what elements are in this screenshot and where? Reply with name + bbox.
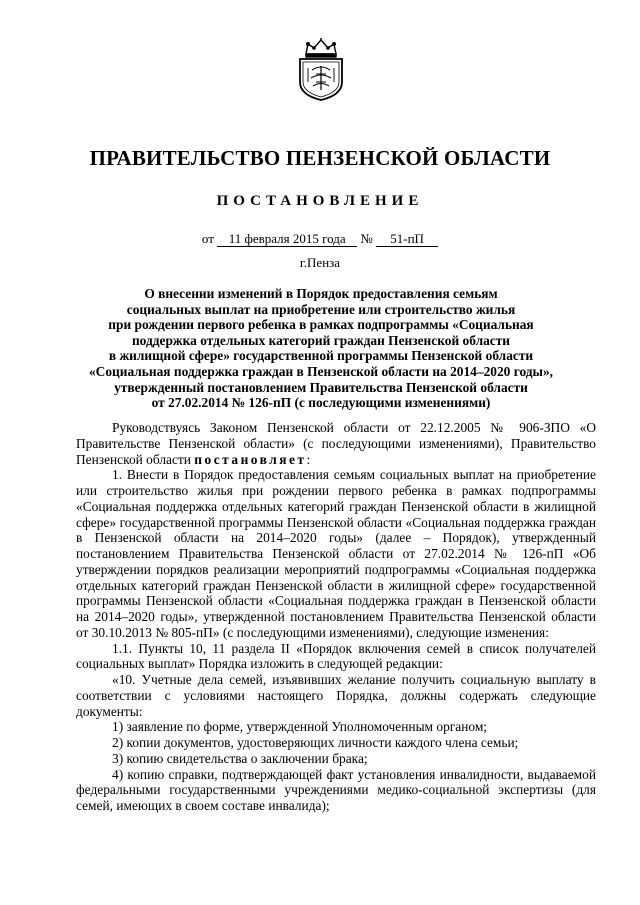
preamble-end: :	[306, 451, 311, 467]
preamble-text: Руководствуясь Законом Пензенской области от 22.12.2005 № 906-ЗПО «О Правительстве Пензенской области» (с последующими изменениями), Правительство Пензенской области	[76, 420, 596, 467]
date-number-line	[0, 231, 640, 247]
heading-line: О внесении изменений в Порядок предоставления семьям	[144, 286, 498, 301]
list-item: 3) копию свидетельства о заключении брака;	[112, 750, 368, 766]
document-body	[76, 420, 596, 814]
heading-line: от 27.02.2014 № 126-пП (с последующими изменениями)	[151, 395, 491, 411]
heading-line: поддержка отдельных категорий граждан Пензенской области	[131, 332, 511, 348]
preamble-paragraph	[76, 420, 596, 467]
document-type: ПОСТАНОВЛЕНИЕ	[216, 193, 424, 209]
paragraph-item-1: 1. Внести в Порядок предоставления семьям социальных выплат на приобретение или строительство жилья при рождении первого ребенка в рамках подпрограммы «Социальная поддержка отдельных категорий граждан Пензенской области в жилищной сфере» государственной программы Пензенской области «Социальная поддержка граждан в Пензенской области на 2014–2020 годы» (далее – Порядок), утвержденный постановлением Правительства Пензенской области от 27.02.2014 № 126-пП «Об утверждении порядков реализации мероприятий подпрограммы «Социальная поддержка отдельных категорий граждан Пензенской области в жилищной сфере» государственной программы Пензенской области «Социальная поддержка граждан в Пензенской области на 2014–2020 годы», утвержденной постановлением Правительства Пензенской области от 30.10.2013 № 805-пП» (с последующими изменениями), следующие изменения:	[76, 467, 596, 640]
heading-line: в жилищной сфере» государственной программы Пензенской области	[108, 348, 534, 364]
document-date: 11 февраля 2015 года	[217, 232, 357, 247]
resolves-word: постановляет	[194, 451, 307, 467]
document-number: 51-пП	[376, 232, 438, 247]
heading-line: утвержденный постановлением Правительства Пензенской области	[114, 379, 528, 395]
list-item: 1) заявление по форме, утвержденной Уполномоченным органом;	[112, 719, 488, 735]
paragraph-item-1-1: 1.1. Пункты 10, 11 раздела II «Порядок включения семей в список получателей социальных выплат» Порядка изложить в следующей редакции:	[76, 640, 596, 672]
document-heading	[70, 286, 572, 411]
city: г.Пенза	[299, 255, 341, 270]
penza-coat-of-arms-icon	[294, 38, 348, 102]
government-title: ПРАВИТЕЛЬСТВО ПЕНЗЕНСКОЙ ОБЛАСТИ	[89, 146, 551, 170]
heading-line: при рождении первого ребенка в рамках подпрограммы «Социальная	[108, 317, 534, 333]
list-item: 2) копии документов, удостоверяющих личности каждого члена семьи;	[112, 735, 519, 750]
heading-line: социальных выплат на приобретение или строительство жилья	[126, 301, 516, 317]
heading-line: «Социальная поддержка граждан в Пензенской области на 2014–2020 годы»,	[88, 363, 554, 379]
paragraph-item-10: «10. Учетные дела семей, изъявивших желание получить социальную выплату в соответствии с условиями настоящего Порядка, должны содержать следующие документы:	[76, 672, 596, 719]
number-sign: №	[360, 231, 373, 246]
list-item: 4) копию справки, подтверждающей факт установления инвалидности, выдаваемой федеральными государственными учреждениями медико-социальной экспертизы (для семей, имеющих в своем составе инвалида);	[76, 766, 596, 813]
date-prefix: от	[201, 231, 214, 246]
